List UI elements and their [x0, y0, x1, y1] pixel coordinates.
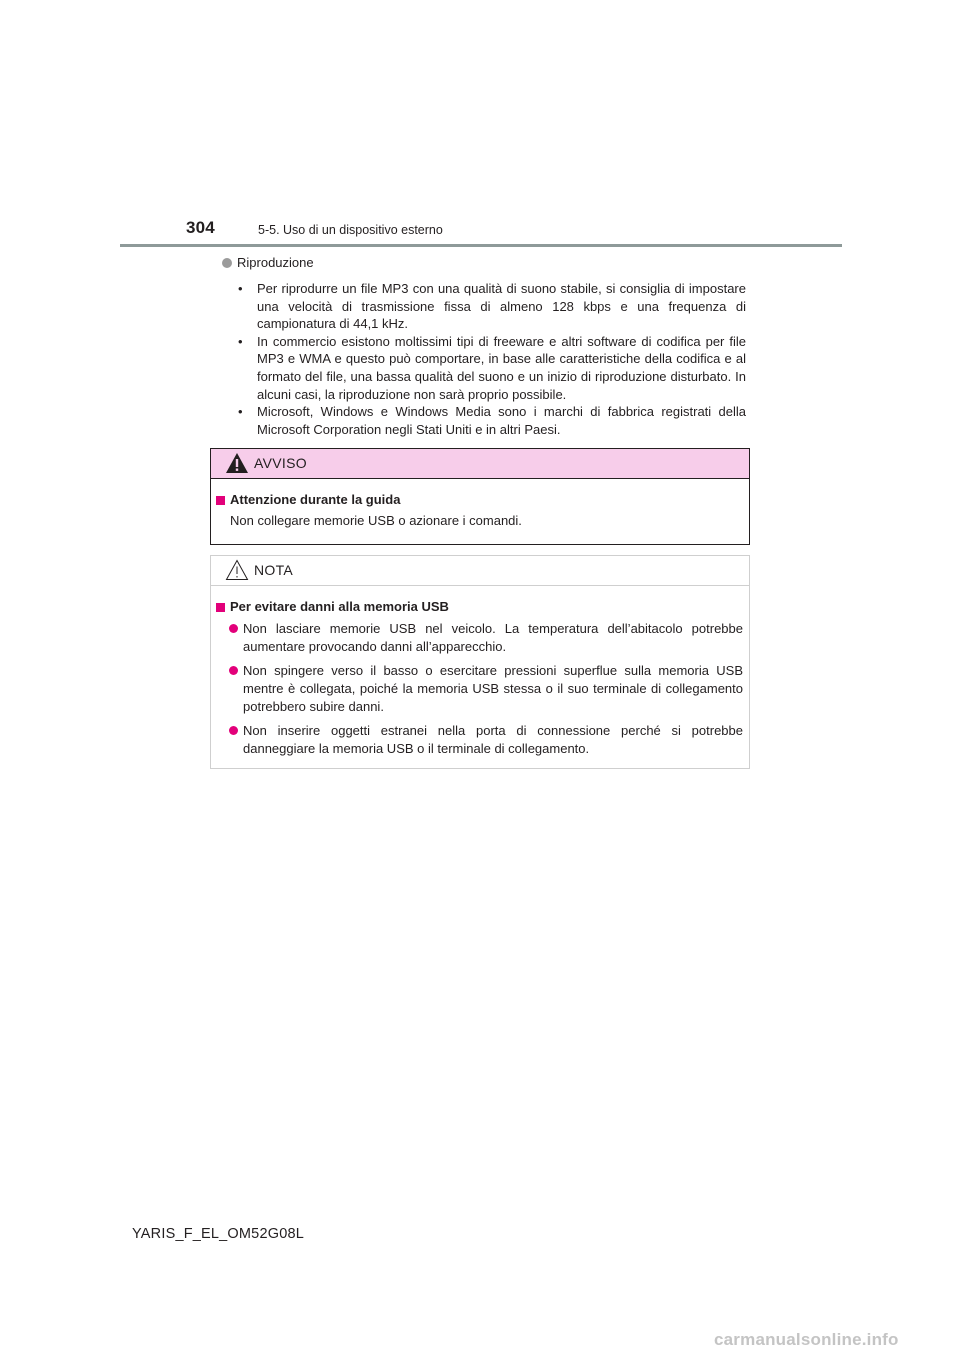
nota-body	[211, 586, 749, 758]
nota-list-item-text: Non inserire oggetti estranei nella porta di connessione perché si potrebbe danneggiare la memoria USB o il terminale di collegamento.	[243, 723, 743, 756]
pink-square-icon	[216, 496, 225, 505]
section-title: 5-5. Uso di un dispositivo esterno	[258, 223, 443, 237]
pink-bullet-icon	[229, 666, 238, 675]
pink-bullet-icon	[229, 624, 238, 633]
avviso-label: AVVISO	[254, 455, 307, 471]
riproduzione-heading	[222, 254, 746, 272]
nota-label: NOTA	[254, 562, 294, 578]
nota-box	[210, 555, 750, 769]
nota-list-item-text: Non spingere verso il basso o esercitare pressioni superflue sulla memoria USB mentre è collegata, poiché la memoria USB stessa o il suo terminale di collegamento potrebbero subire danni.	[243, 663, 743, 714]
avviso-item-text: Non collegare memorie USB o azionare i comandi.	[230, 513, 522, 528]
warning-outline-icon	[225, 559, 249, 581]
watermark: carmanualsonline.info	[714, 1330, 899, 1349]
avviso-header	[211, 449, 749, 479]
gray-bullet-icon	[222, 258, 232, 268]
pink-square-icon	[216, 603, 225, 612]
page-header	[120, 214, 842, 248]
document-code: YARIS_F_EL_OM52G08L	[132, 1226, 304, 1242]
pink-bullet-icon	[229, 726, 238, 735]
riproduzione-section	[222, 254, 746, 438]
avviso-item-title	[216, 491, 743, 509]
nota-item-title-text: Per evitare danni alla memoria USB	[230, 599, 449, 614]
header-divider	[120, 244, 842, 247]
nota-list-item	[216, 722, 743, 758]
nota-list-item-text: Non lasciare memorie USB nel veicolo. La temperatura dell’abitacolo potrebbe aumentare provocando danni all’apparecchio.	[243, 621, 743, 654]
nota-list-item	[216, 662, 743, 716]
list-item: • Microsoft, Windows e Windows Media sono i marchi di fabbrica registrati della Microsoft Corporation negli Stati Uniti e in altri Paesi.	[238, 403, 746, 438]
nota-list-item	[216, 620, 743, 656]
riproduzione-heading-text: Riproduzione	[237, 255, 314, 270]
list-item: • In commercio esistono moltissimi tipi di freeware e altri software di codifica per file MP3 e WMA e questo può comportare, in base alle caratteristiche della codifica e al formato del file, una bassa qualità del suono e un inizio di riproduzione disturbato. In alcuni casi, la riproduzione non sarà proprio possibile.	[238, 333, 746, 403]
nota-header	[211, 556, 749, 586]
avviso-body	[211, 479, 749, 530]
avviso-item-title-text: Attenzione durante la guida	[230, 492, 401, 507]
warning-filled-icon	[225, 452, 249, 474]
list-item: • Per riprodurre un file MP3 con una qualità di suono stabile, si consiglia di impostare una velocità di trasmissione fissa di almeno 128 kbps e una frequenza di campionatura di 44,1 kHz.	[238, 280, 746, 333]
avviso-box	[210, 448, 750, 545]
nota-item-title	[216, 598, 743, 616]
riproduzione-list	[238, 280, 746, 438]
page-number: 304	[186, 218, 215, 237]
